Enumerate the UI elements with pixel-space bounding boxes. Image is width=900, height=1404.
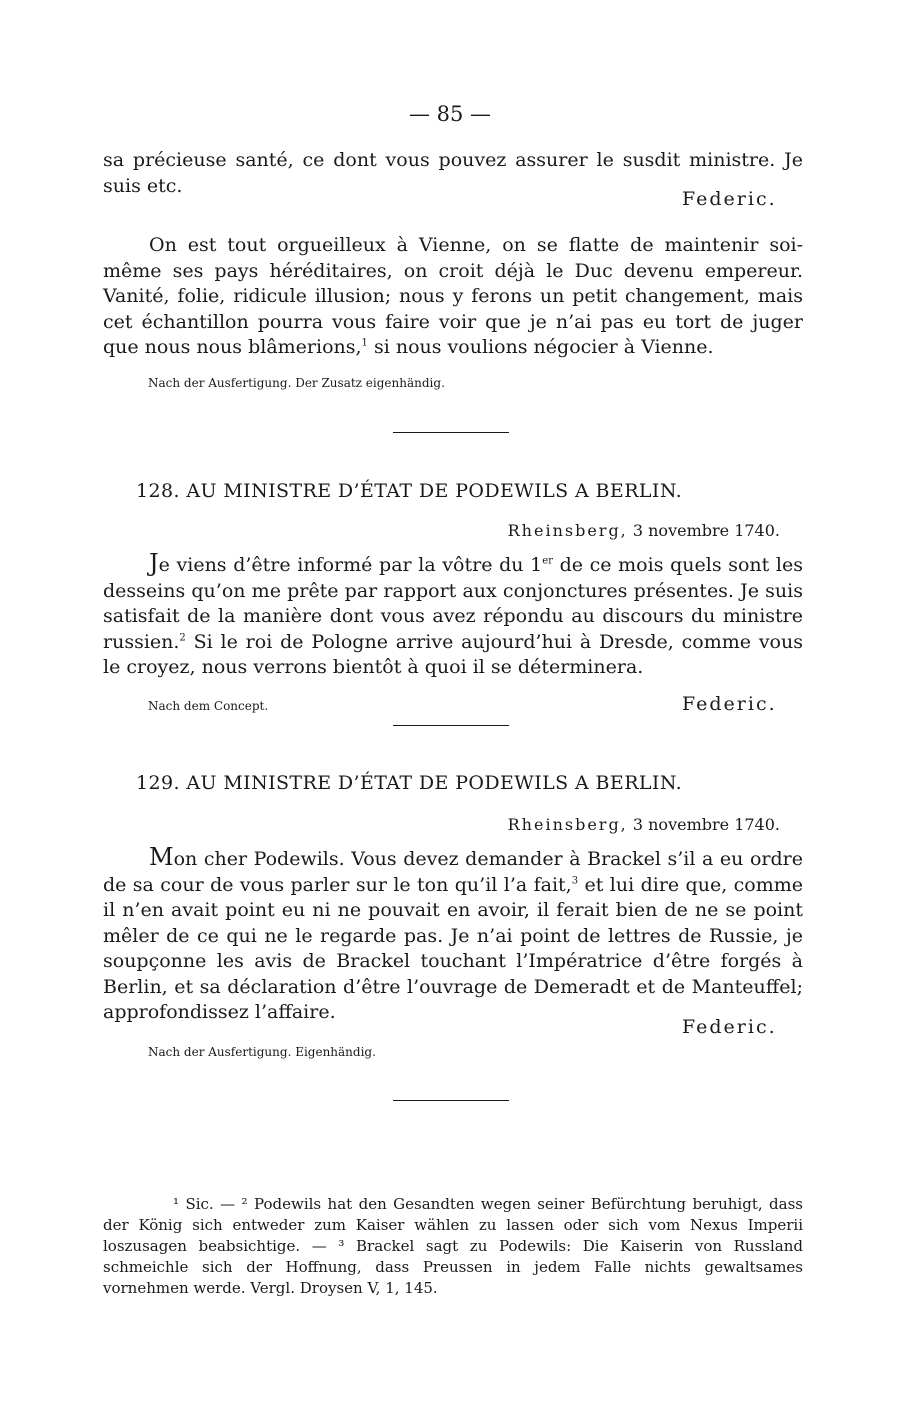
body-text-end: et lui dire que, comme il n’en avait point eu ni ne pouvait en avoir, il ferait bien de ne se point mêler de ce qui ne le regarde pas. Je n’ai point de lettres de Russie, je soupçonne les avis de Brackel touchant l’Impératrice d’être forgés à Berlin, et sa déclaration d’être l’ouvrage de Demeradt et de Manteuffel; approfondissez l’affaire. [103, 873, 803, 1023]
postscript-text: On est tout orgueilleux à Vienne, on se flatte de maintenir soi-même ses pays héréditaires, on croit déjà le Duc devenu empereur. Vanité, folie, ridicule illusion; nous y ferons un petit changement, mais cet échantillon pourra vous faire voir que je n’ai pas eu tort de juger que nous nous blâmerions, [103, 234, 803, 358]
body-paragraph [103, 843, 803, 1026]
body-text-end: Si le roi de Pologne arrive aujourd’hui à Dresde, comme vous le croyez, nous verrons bientôt à quoi il se déterminera. [103, 630, 803, 678]
letter-128-dateline [508, 521, 780, 540]
letter-129-heading: 129. AU MINISTRE D’ÉTAT DE PODEWILS A BERLIN. [136, 772, 683, 794]
drop-letter: J [149, 549, 159, 577]
postscript-text-end: si nous voulions négocier à Vienne. [367, 336, 714, 358]
footnote-marker-3: 3 [571, 875, 579, 887]
footnote-marker-2: 2 [179, 632, 186, 644]
letter-128-body [103, 549, 803, 681]
footnotes-text: ¹ Sic. — ² Podewils hat den Gesandten wegen seiner Befürchtung beruhigt, dass der König sich entweder zum Kaiser wählen zu lassen oder sich vom Nexus Imperii loszusagen beabsichtige. — ³ Brackel sagt zu Podewils: Die Kaiserin von Russland schmeichle sich der Hoffnung, dass Preussen in jedem Falle nichts gewaltsames vornehmen werde. Vergl. Droysen V, 1, 145. [103, 1195, 803, 1297]
letter-127-postscript [103, 233, 803, 361]
letter-129-dateline [508, 815, 780, 834]
closing-paragraph: sa précieuse santé, ce dont vous pouvez assurer le susdit ministre. Je suis etc. [103, 149, 803, 197]
page-number: — 85 — [408, 102, 492, 126]
letter-128-signature: Federic. [682, 693, 777, 715]
dateline-place: Rheinsberg, [507, 521, 628, 540]
letter-129-source-note: Nach der Ausfertigung. Eigenhändig. [148, 1045, 376, 1059]
letter-127-signature: Federic. [682, 188, 777, 210]
letter-129-body [103, 843, 803, 1026]
dateline-place: Rheinsberg, [507, 815, 628, 834]
drop-letter: M [149, 843, 174, 871]
dateline-date: 3 novembre 1740. [632, 815, 780, 834]
footnote-marker-1: 1 [361, 337, 368, 349]
section-divider [393, 725, 509, 726]
superscript-ordinal: er [542, 555, 553, 567]
section-divider [393, 1100, 509, 1101]
body-text: e viens d’être informé par la vôtre du 1 [158, 554, 543, 576]
body-text-mid: de ce mois quels sont les desseins qu’on me prête par rapport aux conjonctures présentes. Je suis satisfait de la manière dont vous avez répondu au discours du ministre russien. [103, 554, 803, 653]
postscript-paragraph [103, 233, 803, 361]
footnotes [103, 1194, 803, 1299]
letter-128-heading: 128. AU MINISTRE D’ÉTAT DE PODEWILS A BERLIN. [136, 480, 683, 502]
letter-129-signature: Federic. [682, 1016, 777, 1038]
section-divider [393, 432, 509, 433]
letter-128-source-note: Nach dem Concept. [148, 699, 269, 713]
letter-127-source-note: Nach der Ausfertigung. Der Zusatz eigenhändig. [148, 376, 445, 390]
body-paragraph [103, 549, 803, 681]
body-text: on cher Podewils. Vous devez demander à Brackel s’il a eu ordre de sa cour de vous parler sur le ton qu’il l’a fait, [103, 848, 803, 896]
dateline-date: 3 novembre 1740. [632, 521, 780, 540]
